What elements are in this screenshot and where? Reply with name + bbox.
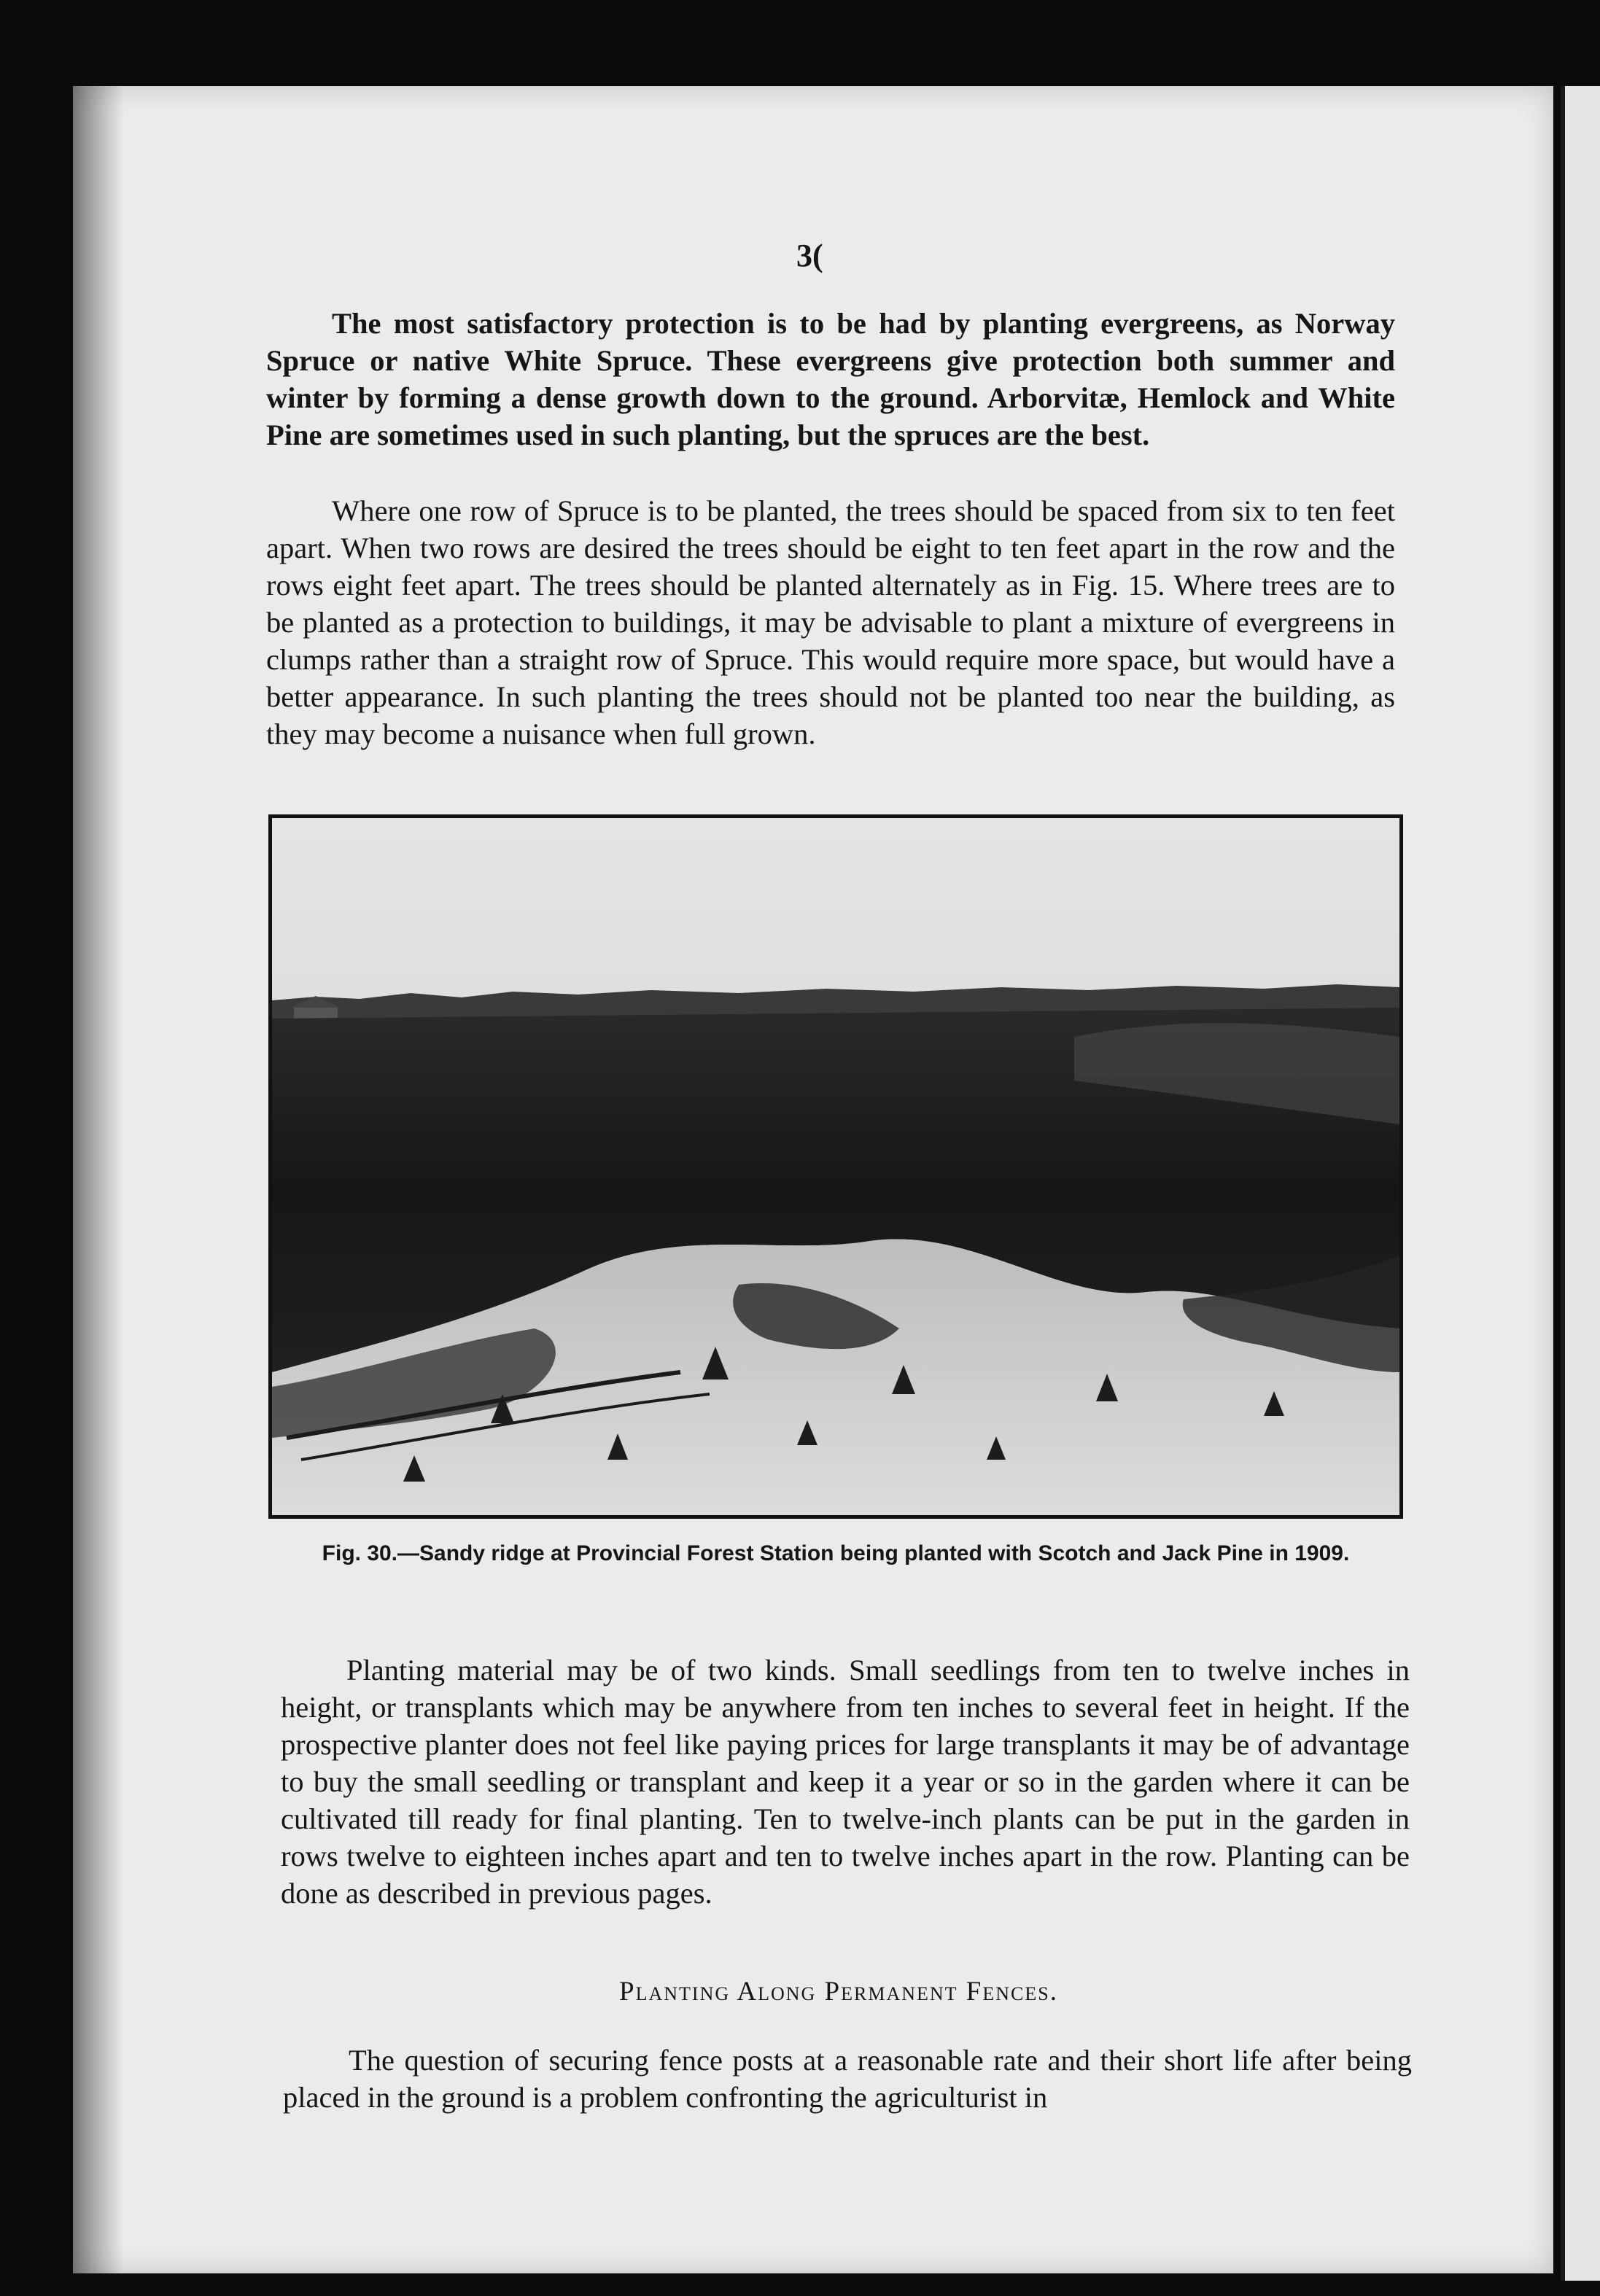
section-heading: Planting Along Permanent Fences. bbox=[619, 1977, 1058, 2007]
paragraph-fence-posts: The question of securing fence posts at a reasonable rate and their short life after being placed in the ground is a problem confronting the agriculturist in bbox=[283, 2044, 1412, 2114]
figure-caption: Fig. 30.—Sandy ridge at Provincial Forest Station being planted with Scotch and Jack Pine in 1909. bbox=[322, 1541, 1350, 1565]
paragraph-evergreen-protection: The most satisfactory protection is to be had by planting evergreens, as Norway Spruce or native White Spruce. These evergreens give protection both summer and winter by forming a dense growth down to the ground. Arborvitæ, Hemlock and White Pine are sometimes used in such planting, but the spruces are the best. bbox=[266, 307, 1395, 451]
page-gutter-shadow bbox=[73, 86, 124, 2273]
figure-photograph-sandy-ridge bbox=[268, 814, 1403, 1519]
sandy-ridge-photo bbox=[272, 818, 1399, 1515]
adjacent-page-edge bbox=[1561, 86, 1600, 2281]
paragraph-planting-material: Planting material may be of two kinds. Small seedlings from ten to twelve inches in height, or transplants which may be anywhere from ten inches to several feet in height. If the prospective planter does not feel like paying prices for large transplants it may be of advantage to buy the small seedling or transplant and keep it a year or so in the garden where it can be cultivated till ready for final planting. Ten to twelve-inch plants can be put in the garden in rows twelve to eighteen inches apart and ten to twelve inches apart in the row. Planting can be done as described in previous pages. bbox=[281, 1654, 1410, 1910]
page-number: 3( bbox=[796, 238, 823, 273]
paragraph-spruce-spacing: Where one row of Spruce is to be planted, the trees should be spaced from six to ten feet apart. When two rows are desired the trees should be eight to ten feet apart in the row and the rows eight feet apart. The trees should be planted alternately as in Fig. 15. Where trees are to be planted as a protection to buildings, it may be advisable to plant a mixture of evergreens in clumps rather than a straight row of Spruce. This would require more space, but would have a better appearance. In such planting the trees should not be planted too near the building, as they may become a nuisance when full grown. bbox=[266, 494, 1395, 750]
